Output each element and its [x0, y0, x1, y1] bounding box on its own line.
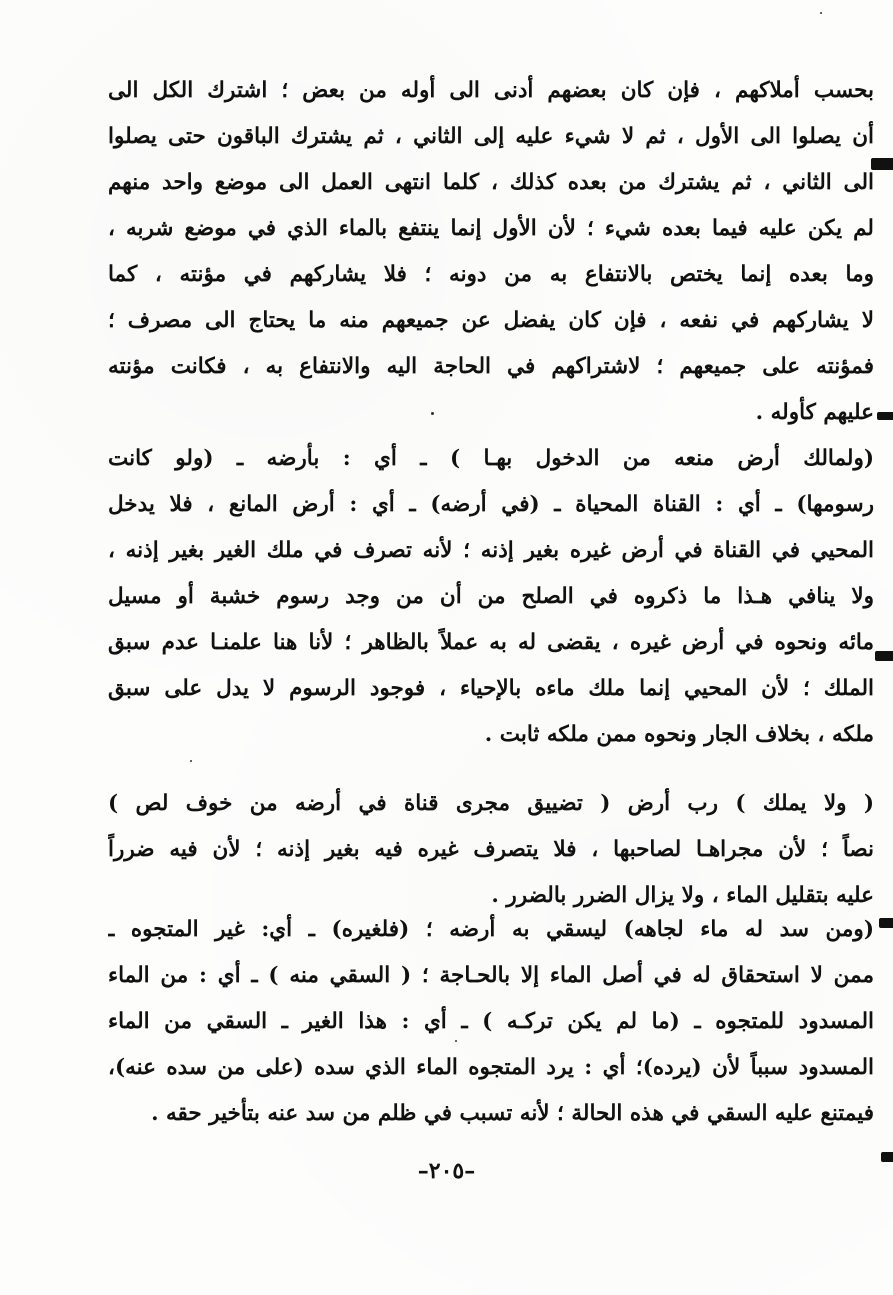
text-line: أن يصلوا الى الأول ، ثم لا شيء عليه إلى الثاني ، ثم يشترك الباقون حتى يصلوا	[108, 124, 874, 149]
binding-mark	[877, 412, 893, 420]
text-line: المسدود للمتجوه ـ (ما لم يكن تركـه ) ـ أي : هذا الغير ـ السقي من الماء	[108, 1009, 874, 1034]
scan-speck	[455, 1040, 457, 1042]
text-line: عليه بتقليل الماء ، ولا يزال الضرر بالضرر .	[491, 883, 874, 908]
scan-speck	[190, 760, 192, 762]
scan-speck	[820, 12, 822, 14]
text-line: مائه ونحوه في أرض غيره ، يقضى له به عملاً بالظاهر ؛ لأنا هنا علمنـا عدم سبق	[108, 630, 874, 655]
paragraph-1	[108, 74, 874, 442]
text-line: المحيي في القناة في أرض غيره بغير إذنه ؛ لأنه تصرف في ملك الغير بغير إذنه ،	[108, 538, 874, 563]
text-line: (ومن سد له ماء لجاهه) ليسقي به أرضه ؛ (فلغيره) ـ أي: غير المتجوه ـ	[108, 917, 874, 942]
text-line: فمؤنته على جميعهم ؛ لاشتراكهم في الحاجة اليه والانتفاع به ، فكانت مؤنته	[108, 354, 874, 379]
text-line: فيمتنع عليه السقي في هذه الحالة ؛ لأنه تسبب في ظلم من سد عنه بتأخير حقه .	[151, 1101, 874, 1126]
text-line: نصاً ؛ لأن مجراهـا لصاحبها ، فلا يتصرف غيره فيه بغير إذنه ؛ لأن فيه ضرراً	[108, 837, 874, 862]
text-line: ملكه ، بخلاف الجار ونحوه ممن ملكه ثابت .	[484, 722, 874, 747]
text-line: المسدود سبباً لأن (يرده)؛ أي : يرد المتجوه الماء الذي سده (على من سده عنه)،	[108, 1055, 874, 1080]
text-line: الى الثاني ، ثم يشترك من بعده كذلك ، كلما انتهى العمل الى موضع واحد منهم	[108, 170, 874, 195]
scan-speck	[431, 412, 434, 415]
text-line: (ولمالك أرض منعه من الدخول بهـا ) ـ أي : بأرضه ـ (ولو كانت	[108, 446, 874, 471]
text-line: وما بعده إنما يختص بالانتفاع به من دونه ؛ فلا يشاركهم في مؤنته ، كما	[108, 262, 874, 287]
paragraph-4	[108, 913, 874, 1143]
text-line: رسومها) ـ أي : القناة المحياة ـ (في أرضه) ـ أي : أرض المانع ، فلا يدخل	[108, 492, 874, 517]
page-number: –٢٠٥–	[417, 1158, 476, 1184]
text-line: ( ولا يملك ) رب أرض ( تضييق مجرى قناة في أرضه من خوف لص )	[108, 791, 874, 816]
binding-mark	[871, 158, 893, 170]
binding-mark	[879, 918, 893, 928]
text-line: الملك ؛ لأن المحيي إنما ملك ماءه بالإحياء ، فوجود الرسوم لا يدل على سبق	[108, 676, 874, 701]
paragraph-2	[108, 442, 874, 764]
text-line: لم يكن عليه فيما بعده شيء ؛ لأن الأول إنما ينتفع بالماء الذي في موضع شربه ،	[108, 216, 874, 241]
text-line: عليهم كأوله .	[755, 400, 874, 425]
text-line: بحسب أملاكهم ، فإن كان بعضهم أدنى الى أوله من بعض ؛ اشترك الكل الى	[108, 78, 874, 103]
text-line: لا يشاركهم في نفعه ، فإن كان يفضل عن جميعهم منه ما يحتاج الى مصرف ؛	[108, 308, 874, 333]
text-line: ممن لا استحقاق له في أصل الماء إلا بالحـاجة ؛ ( السقي منه ) ـ أي : من الماء	[108, 963, 874, 988]
text-line: ولا ينافي هـذا ما ذكروه في الصلح من أن من وجد رسوم خشبة أو مسيل	[108, 584, 874, 609]
paragraph-3	[108, 787, 874, 925]
binding-mark	[881, 1152, 893, 1162]
binding-mark	[875, 651, 893, 661]
